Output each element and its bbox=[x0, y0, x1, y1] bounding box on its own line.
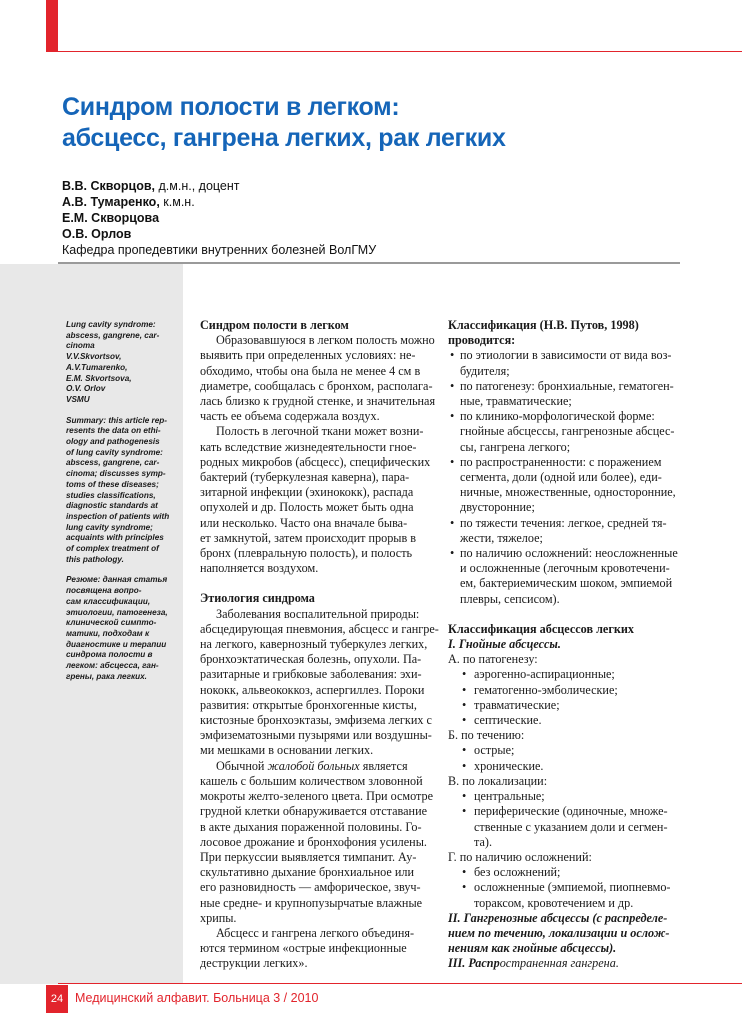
text-line: • по тяжести течения: легкое, средней тя- bbox=[460, 515, 667, 530]
list-item bbox=[448, 804, 680, 850]
text-line: V.V.Skvortsov, bbox=[66, 352, 122, 362]
author-row bbox=[62, 226, 682, 242]
paragraph bbox=[200, 774, 432, 926]
text-line: лосовое дрожание и бронхофония усилены. bbox=[200, 834, 427, 849]
text-line: • по клинико-морфологической форме: bbox=[460, 409, 655, 424]
text-line: • аэрогенно-аспирационные; bbox=[474, 667, 615, 682]
text-line: часть ее объема содержала воздух. bbox=[200, 409, 380, 424]
text-line: нием по течению, локализации и ослож- bbox=[448, 925, 670, 940]
text-line: ем, бактериемическим шоком, эмпиемой bbox=[460, 576, 673, 591]
affiliation: Кафедра пропедевтики внутренних болезней ВолГМУ bbox=[62, 243, 377, 257]
text-line: выявить при определенных условиях: не- bbox=[200, 348, 416, 363]
text-line: та). bbox=[474, 834, 492, 849]
sub-list bbox=[448, 789, 680, 850]
text-line: грудной клетки обнаруживается отставание bbox=[200, 804, 428, 819]
text-line: Summary: this article rep- bbox=[66, 415, 168, 425]
text-line: abscess, gangrene, car- bbox=[66, 330, 160, 340]
list-item bbox=[448, 713, 680, 728]
text-line: of complex treatment of bbox=[66, 544, 159, 554]
text-line: на легкого, кавернозный туберкулез легких, bbox=[200, 637, 428, 652]
list-item bbox=[448, 683, 680, 698]
text-line: опухолей и др. Полость может быть одна bbox=[200, 500, 414, 515]
text-line: нококк, альвеококкоз, аспергиллез. Пороки bbox=[200, 682, 425, 697]
author-name: В.В. Скворцов, bbox=[62, 179, 156, 193]
text-line: cinoma; discusses symp- bbox=[66, 469, 166, 479]
header-rule bbox=[58, 51, 742, 52]
text-line: ет замкнутой, затем происходит прорыв в bbox=[200, 530, 417, 545]
text-line: this pathology. bbox=[66, 554, 124, 564]
text-line: посвящена вопро- bbox=[66, 586, 142, 596]
text-line: диаметре, сообщалась с бронхом, располага- bbox=[200, 378, 433, 393]
authors-block bbox=[62, 178, 682, 258]
text-line: Заболевания воспалительной природы: bbox=[216, 606, 420, 621]
text-line: ology and pathogenesis bbox=[66, 437, 160, 447]
sidebar-abstracts bbox=[66, 320, 178, 693]
text-line: lung cavity syndrome; bbox=[66, 522, 153, 532]
journal-name: Медицинский алфавит. Больница 3 / 2010 bbox=[75, 991, 319, 1005]
text-line: двусторонние; bbox=[460, 500, 535, 515]
list-item bbox=[448, 743, 680, 758]
text-line: нениям как гнойные абсцессы). bbox=[448, 941, 617, 956]
list-item bbox=[448, 789, 680, 804]
text-line: легком: абсцесса, ган- bbox=[66, 661, 159, 671]
list-item bbox=[448, 865, 680, 880]
text-line: • по наличию осложнений: неосложненные bbox=[460, 546, 678, 561]
text-line: эмфизематозными пузырями или воздушны- bbox=[200, 728, 432, 743]
text-line: сегмента, доли (одной или более), еди- bbox=[460, 470, 662, 485]
text-line: • без осложнений; bbox=[474, 865, 561, 880]
text-line: studies classifications, bbox=[66, 490, 156, 500]
text-line: Классификация (Н.В. Путов, 1998) bbox=[448, 318, 639, 332]
text-line: синдрома полости в bbox=[66, 650, 153, 660]
text-line: ственные с указанием доли и сегмен- bbox=[474, 819, 668, 834]
author-name: О.В. Орлов bbox=[62, 227, 132, 241]
text-line: сам классификации, bbox=[66, 596, 151, 606]
group-label: В. по локализации: bbox=[448, 773, 548, 788]
bullet-item bbox=[448, 348, 680, 378]
text-line: бронхоэктатическая болезнь, опухоли. Па- bbox=[200, 652, 422, 667]
text-line: развития: открытые бронхогенные кисты, bbox=[200, 697, 417, 712]
italic-phrase: жалобой больных bbox=[267, 758, 360, 773]
text-line: toms of these diseases; bbox=[66, 479, 159, 489]
text-line: родных микробов (абсцесс), специфических bbox=[200, 454, 431, 469]
text-line: • осложненные (эмпиемой, пиопневмо- bbox=[474, 880, 671, 895]
sub-list bbox=[448, 865, 680, 911]
list-item bbox=[448, 880, 680, 910]
subsection-heading bbox=[448, 911, 680, 957]
english-summary-block bbox=[66, 416, 178, 566]
text-line: жести, тяжелое; bbox=[460, 530, 543, 545]
title-line-1: Синдром полости в легком: bbox=[62, 93, 400, 121]
english-title-block bbox=[66, 320, 178, 406]
paragraph bbox=[200, 424, 432, 576]
text-line: матики, подходам к bbox=[66, 628, 150, 638]
text-line: Полость в легочной ткани может возни- bbox=[216, 424, 424, 439]
text-line: • острые; bbox=[474, 743, 515, 758]
text-line: клинической симпто- bbox=[66, 618, 157, 628]
text-line: бронх (плевральную полость), и полость bbox=[200, 546, 413, 561]
text-line: abscess, gangrene, car- bbox=[66, 458, 160, 468]
text-line: ные, травматические; bbox=[460, 394, 572, 409]
text-line: resents the data on ethi- bbox=[66, 426, 161, 436]
paragraph-line: Обычной жалобой больных является bbox=[216, 758, 408, 773]
text-line: • по распространенности: с поражением bbox=[460, 454, 662, 469]
header-accent-bar bbox=[46, 0, 58, 52]
subsection-heading: III. Распространенная гангрена. bbox=[448, 956, 619, 971]
text-line: в акте дыхания пораженной половины. Го- bbox=[200, 819, 422, 834]
text-line: Абсцесс и гангрена легкого объединя- bbox=[216, 925, 415, 940]
section-heading: Этиология синдрома bbox=[200, 591, 315, 606]
paragraph bbox=[200, 926, 432, 972]
text-line: ничные, множественные, односторонние, bbox=[460, 485, 676, 500]
text-line: Образовавшуюся в легком полость можно bbox=[216, 333, 435, 348]
text-line: • по патогенезу: бронхиальные, гематоген- bbox=[460, 378, 674, 393]
text-line: Резюме: данная статья bbox=[66, 575, 168, 585]
text-line: ются термином «острые инфекционные bbox=[200, 941, 407, 956]
list-item bbox=[448, 698, 680, 713]
text-line: кистозные бронхоэктазы, эмфизема легких с bbox=[200, 713, 432, 728]
subsection-heading: I. Гнойные абсцессы. bbox=[448, 637, 561, 652]
text-line: диагностике и терапии bbox=[66, 639, 167, 649]
text-line: его разновидность — амфорическое, звуч- bbox=[200, 880, 421, 895]
text-line: скультативно дыхание бронхиальное или bbox=[200, 865, 414, 880]
page-number: 24 bbox=[46, 985, 68, 1013]
bullet-item bbox=[448, 379, 680, 409]
russian-resume-block bbox=[66, 575, 178, 682]
text-line: гнойные абсцессы, гангренозные абсцес- bbox=[460, 424, 675, 439]
text-line: • периферические (одиночные, множе- bbox=[474, 804, 668, 819]
text-line: хрипы. bbox=[200, 910, 237, 925]
author-row bbox=[62, 194, 682, 210]
text-line: E.M. Skvortsova, bbox=[66, 373, 132, 383]
text-line: будителя; bbox=[460, 363, 510, 378]
text-line: • гематогенно-эмболические; bbox=[474, 682, 618, 697]
text-line: кать вследствие жизнедеятельности гное- bbox=[200, 439, 417, 454]
text-line: • центральные; bbox=[474, 789, 545, 804]
text-line: бактерий (туберкулезная каверна), пара- bbox=[200, 470, 410, 485]
text-line: мокроты желто-зеленого цвета. При осмотре bbox=[200, 789, 434, 804]
section-heading bbox=[448, 318, 680, 348]
text-line: O.V. Orlov bbox=[66, 384, 106, 394]
bullet-item bbox=[448, 546, 680, 607]
text-line: of lung cavity syndrome: bbox=[66, 447, 163, 457]
text-line: деструкции легких». bbox=[200, 956, 308, 971]
author-degree: к.м.н. bbox=[163, 195, 195, 209]
paragraph bbox=[200, 606, 439, 759]
title-line-2: абсцесс, гангрена легких, рак легких bbox=[62, 124, 506, 152]
footer-rule bbox=[58, 983, 742, 984]
text-line: Lung cavity syndrome: bbox=[66, 320, 156, 329]
text-column-right bbox=[448, 318, 680, 972]
bullet-item bbox=[448, 455, 680, 516]
author-name: Е.М. Скворцова bbox=[62, 211, 160, 225]
text-line: или несколько. Часто она вначале быва- bbox=[200, 515, 408, 530]
text-line: VSMU bbox=[66, 394, 90, 404]
text-line: и осложненные (легочным кровотечени- bbox=[460, 561, 670, 576]
text-line: • травматические; bbox=[474, 697, 560, 712]
group-label: А. по патогенезу: bbox=[448, 652, 538, 667]
text-line: кашель с большим количеством зловонной bbox=[200, 773, 423, 788]
author-row bbox=[62, 178, 682, 194]
paragraph bbox=[200, 333, 436, 424]
text-line: • хронические. bbox=[474, 758, 544, 773]
sub-list bbox=[448, 667, 680, 728]
sub-list bbox=[448, 743, 680, 773]
text-line: • септические. bbox=[474, 713, 542, 728]
text-line: разитарные и грибковые заболевания: эхи- bbox=[200, 667, 422, 682]
list-item bbox=[448, 667, 680, 682]
text-line: тораксом, кровотечением и др. bbox=[474, 895, 634, 910]
group-label: Б. по течению: bbox=[448, 728, 525, 743]
bullet-item bbox=[448, 409, 680, 455]
text-line: лась близко к грудной стенке, и значительная bbox=[200, 394, 436, 409]
text-line: inspection of patients with bbox=[66, 511, 170, 521]
text-line: II. Гангренозные абсцессы (с распределе- bbox=[448, 910, 668, 925]
text-line: cinoma bbox=[66, 341, 95, 351]
text-line: При перкуссии выявляется тимпанит. Ау- bbox=[200, 849, 417, 864]
text-line: плевры, сепсисом). bbox=[460, 591, 560, 606]
text-line: ми мешками в основании легких. bbox=[200, 743, 374, 758]
section-heading: Классификация абсцессов легких bbox=[448, 621, 635, 636]
text-line: наполняется воздухом. bbox=[200, 561, 319, 576]
text-line: A.V.Tumarenko, bbox=[66, 362, 128, 372]
text-line: acquaints with principles bbox=[66, 533, 164, 543]
article-title bbox=[62, 92, 702, 154]
bullet-list bbox=[448, 348, 680, 606]
list-item bbox=[448, 759, 680, 774]
text-line: сы, гангрена легкого; bbox=[460, 439, 571, 454]
author-name: А.В. Тумаренко, bbox=[62, 195, 160, 209]
group-label: Г. по наличию осложнений: bbox=[448, 849, 592, 864]
text-line: зитарной инфекции (эхинококк), распада bbox=[200, 485, 414, 500]
text-column-left bbox=[200, 318, 439, 972]
text-line: обходимо, чтобы она была не менее 4 см в bbox=[200, 363, 421, 378]
text-line: этиологии, патогенеза, bbox=[66, 607, 168, 617]
text-line: ные средне- и крупнопузырчатые влажные bbox=[200, 895, 423, 910]
text-line: абсцедирующая пневмония, абсцесс и гангре- bbox=[200, 621, 439, 636]
text-line: грены, рака легких. bbox=[66, 671, 147, 681]
bullet-item bbox=[448, 516, 680, 546]
author-degree: д.м.н., доцент bbox=[158, 179, 240, 193]
section-heading: Синдром полости в легком bbox=[200, 318, 349, 332]
text-line: проводится: bbox=[448, 333, 516, 348]
text-line: diagnostic standards at bbox=[66, 501, 158, 511]
author-row bbox=[62, 210, 682, 226]
text-line: • по этиологии в зависимости от вида воз- bbox=[460, 348, 672, 363]
